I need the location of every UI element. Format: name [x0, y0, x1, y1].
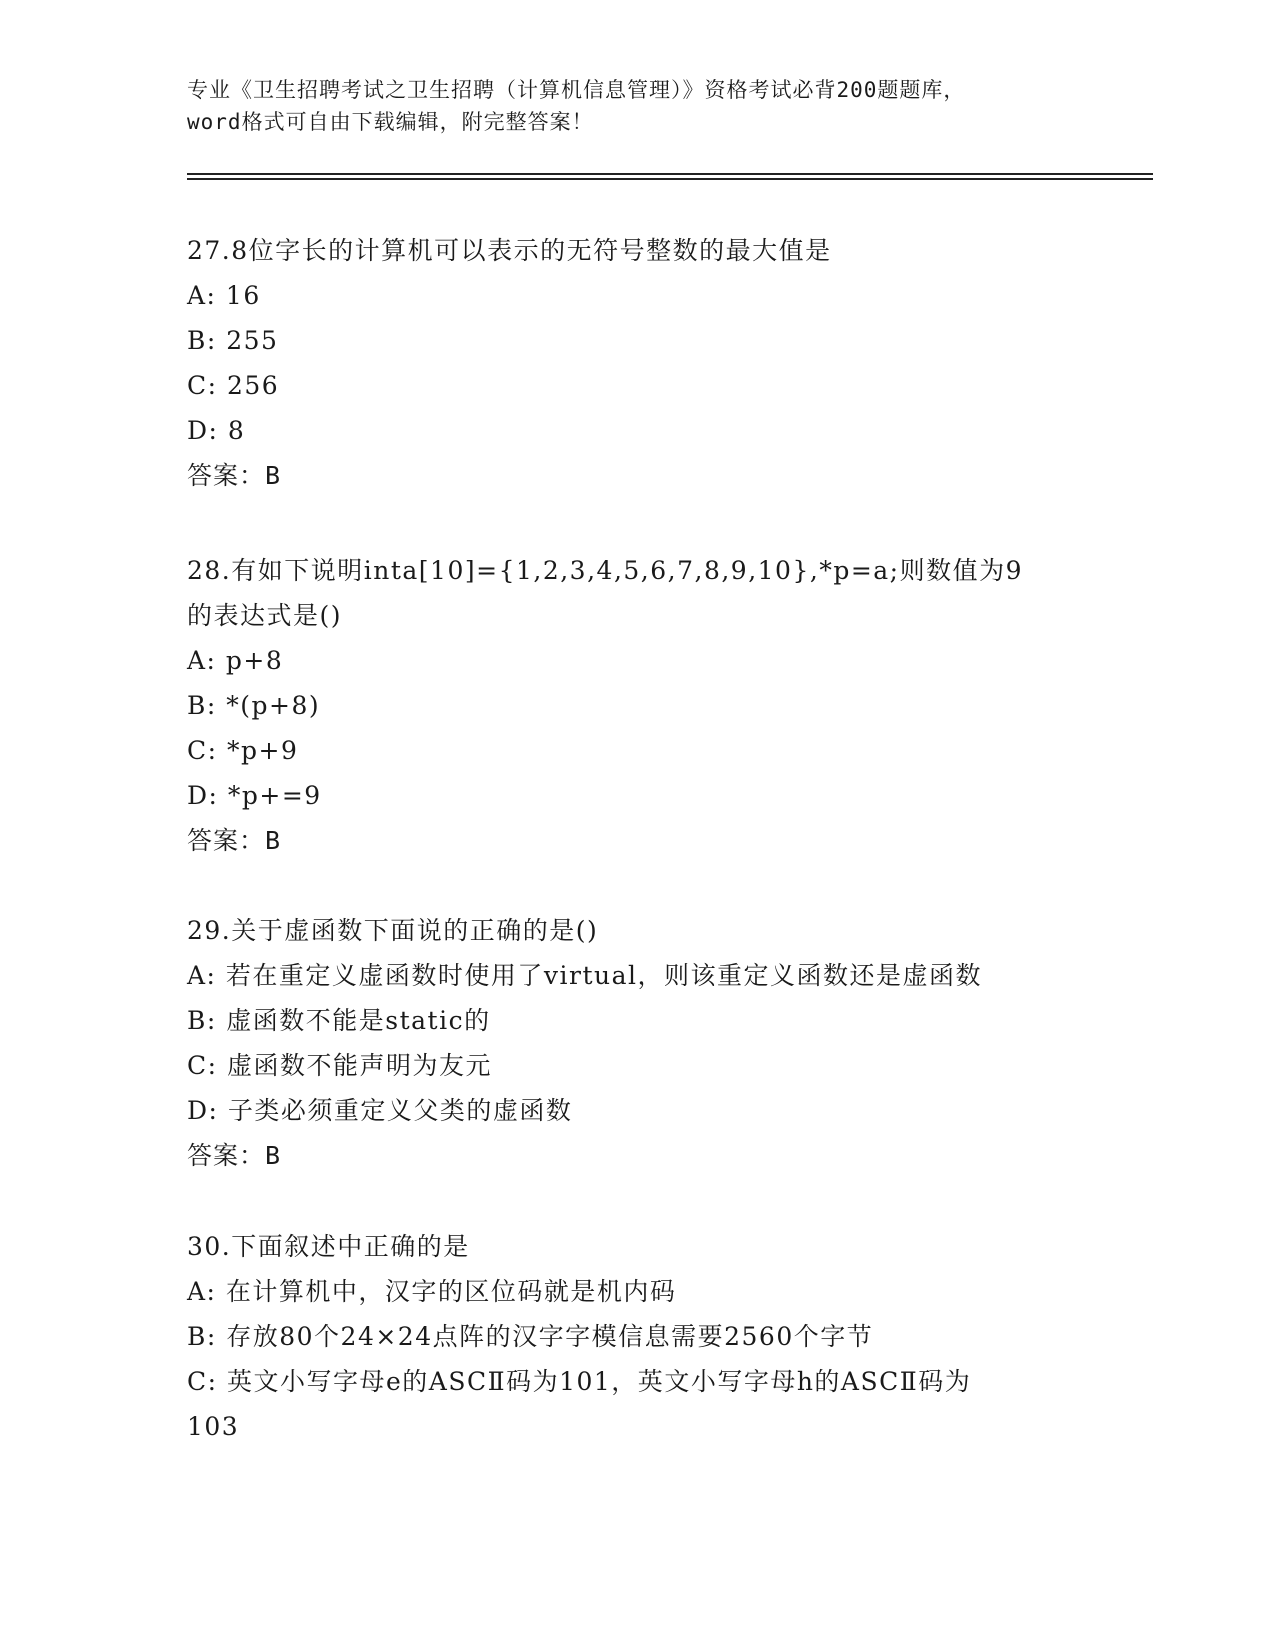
- question-30: [187, 1224, 1087, 1449]
- option-a: A: 16: [187, 281, 261, 310]
- option-c: C: 256: [187, 371, 280, 400]
- option-d: D: 子类必须重定义父类的虚函数: [187, 1096, 573, 1125]
- header-divider-top: [187, 173, 1153, 175]
- answer: 答案：B: [187, 461, 282, 490]
- option-c-cont: 103: [187, 1412, 240, 1441]
- option-a: A: 在计算机中，汉字的区位码就是机内码: [187, 1277, 677, 1306]
- document-header: [187, 74, 1087, 138]
- option-d: D: 8: [187, 416, 246, 445]
- header-line-2: word格式可自由下载编辑，附完整答案！: [187, 110, 594, 134]
- question-stem: 27.8位字长的计算机可以表示的无符号整数的最大值是: [187, 236, 832, 265]
- question-stem-cont: 的表达式是(): [187, 601, 343, 630]
- answer: 答案：B: [187, 826, 282, 855]
- option-c: C: 虚函数不能声明为友元: [187, 1051, 492, 1080]
- option-a: A: 若在重定义虚函数时使用了virtual，则该重定义函数还是虚函数: [187, 961, 983, 990]
- question-28: [187, 548, 1087, 863]
- option-a: A: p+8: [187, 646, 284, 675]
- option-d: D: *p+=9: [187, 781, 322, 810]
- option-b: B: 虚函数不能是static的: [187, 1006, 491, 1035]
- question-27: [187, 228, 1087, 498]
- option-c: C: 英文小写字母e的ASCⅡ码为101，英文小写字母h的ASCⅡ码为: [187, 1367, 972, 1396]
- header-line-1: 专业《卫生招聘考试之卫生招聘（计算机信息管理）》资格考试必背200题题库，: [187, 78, 966, 102]
- question-stem: 28.有如下说明inta[10]={1,2,3,4,5,6,7,8,9,10},*p=a;则数值为9: [187, 556, 1023, 585]
- option-b: B: *(p+8): [187, 691, 321, 720]
- option-b: B: 255: [187, 326, 279, 355]
- option-c: C: *p+9: [187, 736, 299, 765]
- header-divider-bottom: [187, 178, 1153, 180]
- option-b: B: 存放80个24×24点阵的汉字字模信息需要2560个字节: [187, 1322, 874, 1351]
- answer: 答案：B: [187, 1141, 282, 1170]
- question-29: [187, 908, 1087, 1178]
- question-stem: 29.关于虚函数下面说的正确的是(): [187, 916, 599, 945]
- question-stem: 30.下面叙述中正确的是: [187, 1232, 470, 1261]
